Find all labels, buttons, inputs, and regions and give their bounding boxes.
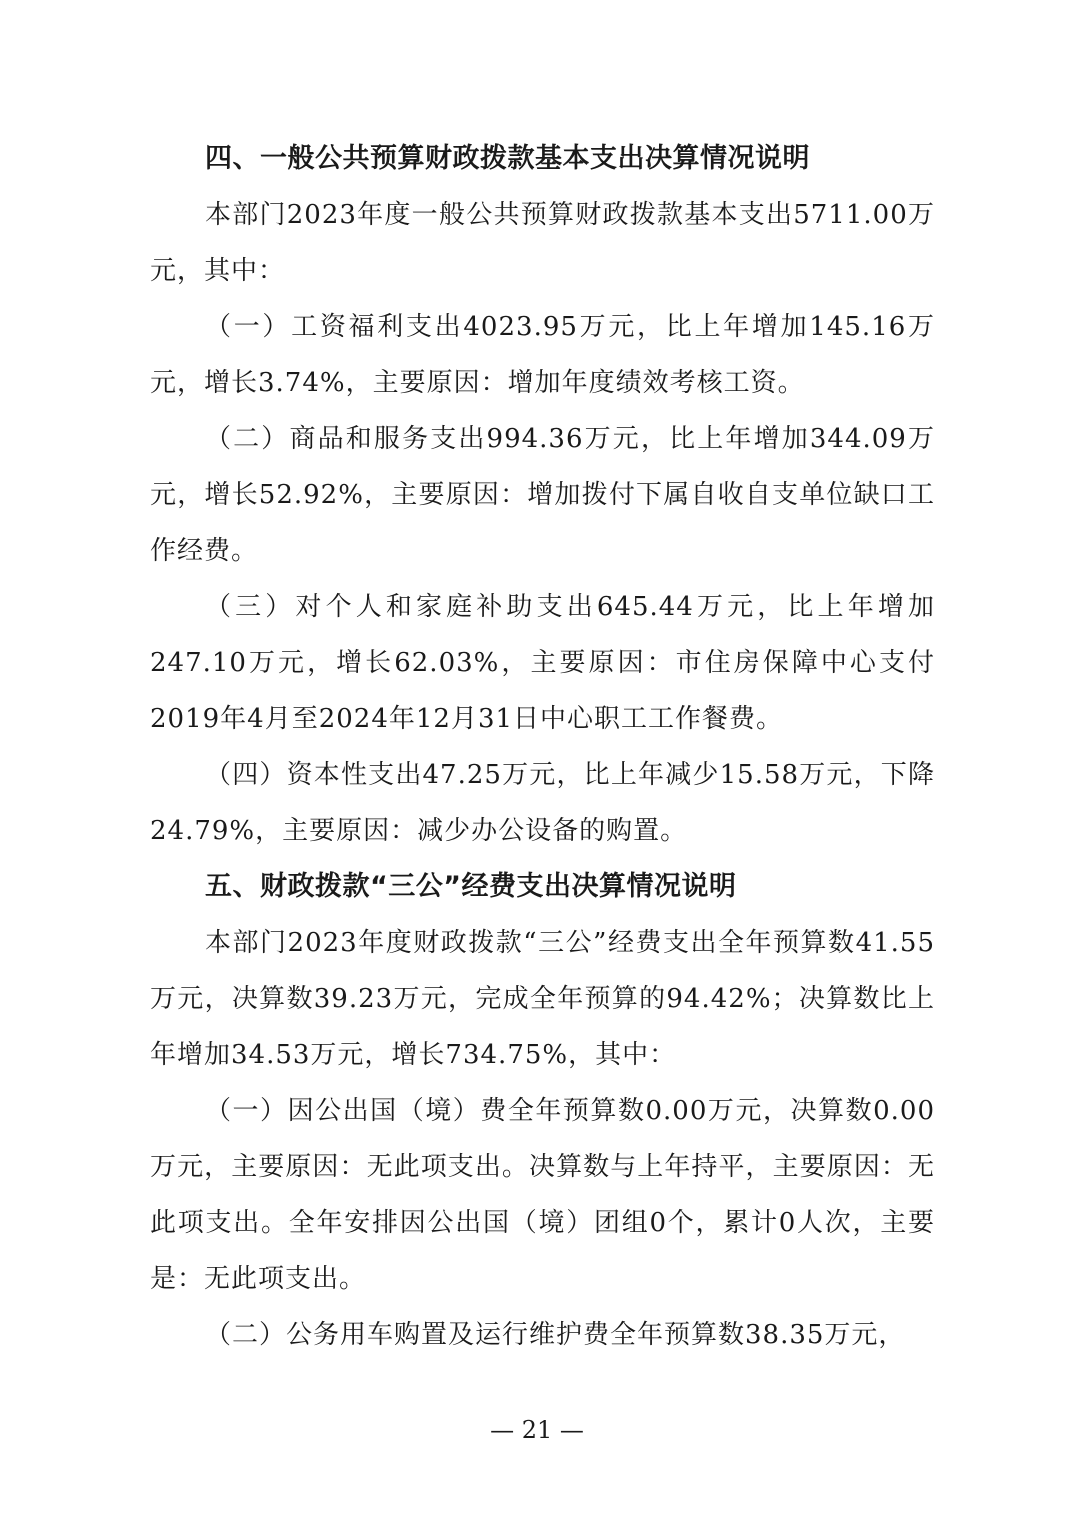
section-5-item-2: （二）公务用车购置及运行维护费全年预算数38.35万元， <box>205 1320 906 1350</box>
document-body <box>150 131 935 1363</box>
section-5-heading: 五、财政拨款“三公”经费支出决算情况说明 <box>205 871 737 902</box>
section-4-item-4: （四）资本性支出47.25万元，比上年减少15.58万元，下降24.79%，主要原因：减少办公设备的购置。 <box>150 760 935 846</box>
section-4-item-2: （二）商品和服务支出994.36万元，比上年增加344.09万元，增长52.92%，主要原因：增加拨付下属自收自支单位缺口工作经费。 <box>150 424 935 566</box>
section-4-intro: 本部门2023年度一般公共预算财政拨款基本支出5711.00万元，其中： <box>150 200 935 286</box>
page-number: — 21 — <box>490 1416 584 1444</box>
section-5-intro: 本部门2023年度财政拨款“三公”经费支出全年预算数41.55万元，决算数39.23万元，完成全年预算的94.42%；决算数比上年增加34.53万元，增长734.75%，其中： <box>150 928 935 1070</box>
section-5-item-1: （一）因公出国（境）费全年预算数0.00万元，决算数0.00万元，主要原因：无此项支出。决算数与上年持平，主要原因：无此项支出。全年安排因公出国（境）团组0个，累计0人次，主要是：无此项支出。 <box>150 1096 935 1294</box>
section-4-heading: 四、一般公共预算财政拨款基本支出决算情况说明 <box>205 143 810 174</box>
section-4-item-3: （三）对个人和家庭补助支出645.44万元，比上年增加247.10万元，增长62.03%，主要原因：市住房保障中心支付2019年4月至2024年12月31日中心职工工作餐费。 <box>150 592 935 734</box>
section-4-item-1: （一）工资福利支出4023.95万元，比上年增加145.16万元，增长3.74%，主要原因：增加年度绩效考核工资。 <box>150 312 935 398</box>
